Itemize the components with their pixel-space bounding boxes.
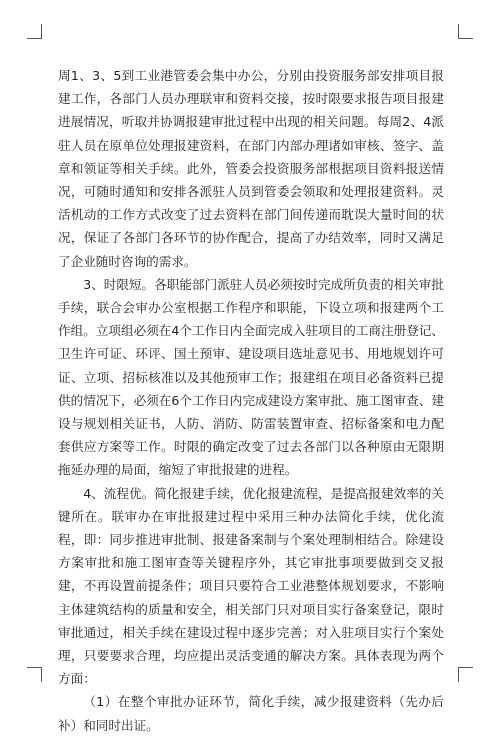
crop-mark-bottom-right — [458, 667, 473, 682]
paragraph-process-optimization: 4、流程优。简化报建手续，优化报建流程，是提高报建效率的关键所在。联审办在审批报建过程中采用三种办法简化手续，优化流程，即：同步推进审批制、报建备案制与个案处理制相结合。除建设方案审批和施工图审查等关键程序外，其它审批事项要做到交叉报建，不再设置前提条件；项目只要符合工业港整体规划要求，不影响主体建筑结构的质量和安全，相关部门只对项目实行备案登记，限时审批通过，相关手续在建设过程中逐步完善；对入驻项目实行个案处理，只要要求合理，均应提出灵活变通的解决方案。具体表现为两个方面： — [58, 485, 444, 687]
crop-mark-top-left — [27, 24, 42, 39]
paragraph-time-limit: 3、时限短。各职能部门派驻人员必须按时完成所负责的相关审批手续，联合会审办公室根据工作程序和职能，下设立项和报建两个工作组。立项组必须在4个工作日内全面完成入驻项目的工商注册登记、卫生许可证、环评、国土预审、建设项目选址意见书、用地规划许可证、立项、招标核准以及其他预审工作；报建组在项目必备资料已提供的情况下，必须在6个工作日内完成建设方案审批、施工图审查、建设与规划相关证书，人防、消防、防雷装置审查、招标备案和电力配套供应方案等工作。时限的确定改变了过去各部门以各种原由无限期拖延办理的局面，缩短了审批报建的进程。 — [58, 276, 444, 478]
paragraph-item-1: （1）在整个审批办证环节，简化手续，减少报建资料（先办后补）和同时出证。 — [58, 694, 444, 733]
crop-mark-top-right — [458, 24, 473, 39]
document-body — [58, 64, 444, 737]
crop-mark-bottom-left — [27, 667, 42, 682]
paragraph-office-schedule: 周1、3、5到工业港管委会集中办公，分别由投资服务部安排项目报建工作，各部门人员办理联审和资料交接，按时限要求报告项目报建进展情况，听取并协调报建审批过程中出现的相关问题。每周2、4派驻人员在原单位处理报建资料，在部门内部办理诸如审核、签字、盖章和领证等相关手续。此外，管委会投资服务部根据项目资料报送情况，可随时通知和安排各派驻人员到管委会领取和处理报建资料。灵活机动的工作方式改变了过去资料在部门间传递而耽误大量时间的状况，保证了各部门各环节的协作配合，提高了办结效率，同时又满足了企业随时咨询的需求。 — [58, 68, 444, 269]
